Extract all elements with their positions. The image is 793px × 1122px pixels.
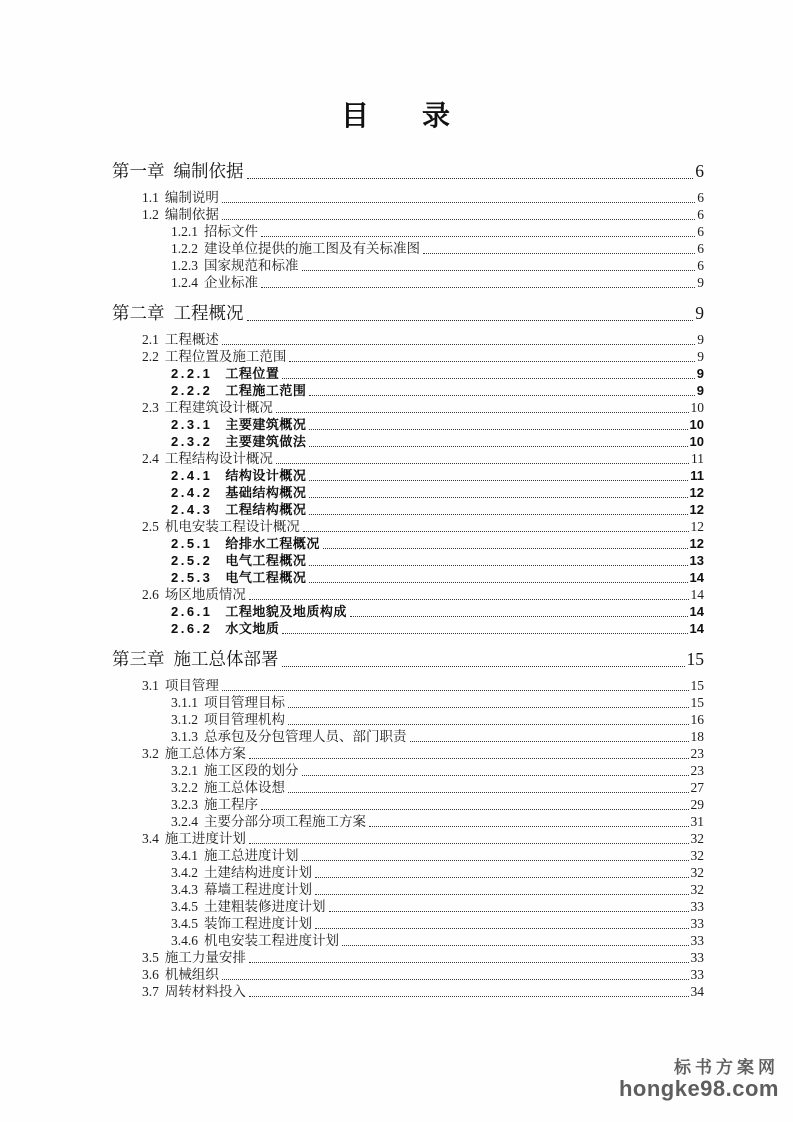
toc-entry-number: 3.7 xyxy=(142,984,159,999)
toc-entry-label: 主要分部分项工程施工方案 xyxy=(204,814,366,829)
dot-leader xyxy=(302,775,689,776)
toc-entry-number: 2.6.1 xyxy=(171,604,213,619)
toc-entry-number: 2.4.1 xyxy=(171,468,213,483)
dot-leader xyxy=(342,945,689,946)
toc-entry-page: 9 xyxy=(696,366,704,381)
toc-entry[interactable] xyxy=(112,274,704,291)
dot-leader xyxy=(315,894,689,895)
toc-entry-label: 幕墙工程进度计划 xyxy=(204,882,312,897)
toc-entry[interactable] xyxy=(112,949,704,966)
toc-entry-label: 机电安装工程进度计划 xyxy=(204,933,339,948)
toc-entry-number: 2.5.1 xyxy=(171,536,213,551)
toc-entry-number: 2.6 xyxy=(142,587,159,602)
toc-entry-label: 企业标准 xyxy=(204,275,258,290)
toc-entry[interactable] xyxy=(112,433,704,450)
toc-entry-label: 场区地质情况 xyxy=(164,587,246,602)
toc-entry[interactable] xyxy=(112,620,704,637)
toc-entry[interactable] xyxy=(112,501,704,518)
toc-entry-label: 施工总体方案 xyxy=(164,746,246,761)
toc-entry-number: 第三章 xyxy=(112,649,165,669)
toc-entry[interactable] xyxy=(112,257,704,274)
toc-entry-label: 项目管理目标 xyxy=(204,695,285,710)
toc-entry-label: 机械组织 xyxy=(164,967,219,982)
toc-entry-label: 工程建筑设计概况 xyxy=(164,400,273,415)
toc-entry-page: 31 xyxy=(690,814,704,829)
toc-entry-page: 15 xyxy=(686,649,704,669)
toc-entry-page: 6 xyxy=(697,241,704,256)
toc-entry-label: 工程概述 xyxy=(164,332,219,347)
toc-entry[interactable] xyxy=(112,813,704,830)
dot-leader xyxy=(303,531,689,532)
toc-entry-page: 27 xyxy=(690,780,704,795)
toc-list xyxy=(112,159,704,1000)
toc-entry-label: 国家规范和标准 xyxy=(204,258,299,273)
toc-entry-page: 32 xyxy=(690,848,704,863)
toc-entry-label: 工程施工范围 xyxy=(225,383,307,398)
toc-entry-label: 编制依据 xyxy=(173,161,244,181)
dot-leader xyxy=(410,741,689,742)
toc-entry-page: 13 xyxy=(689,553,704,568)
toc-entry-page: 14 xyxy=(689,621,704,636)
toc-entry[interactable] xyxy=(112,796,704,813)
dot-leader xyxy=(249,962,689,963)
toc-entry-number: 3.4 xyxy=(142,831,159,846)
watermark-site-name: 标书方案网 xyxy=(674,1058,779,1077)
page-title: 目 录 xyxy=(340,101,452,132)
dot-leader xyxy=(315,928,689,929)
toc-entry[interactable] xyxy=(112,711,704,728)
toc-entry[interactable] xyxy=(112,830,704,847)
dot-leader xyxy=(369,826,689,827)
toc-entry-label: 工程结构设计概况 xyxy=(164,451,273,466)
toc-entry-label: 水文地质 xyxy=(225,621,280,636)
toc-entry-page: 6 xyxy=(697,258,704,273)
toc-entry[interactable] xyxy=(112,864,704,881)
toc-entry-number: 2.6.2 xyxy=(171,621,213,636)
toc-entry-page: 10 xyxy=(690,400,704,415)
toc-entry-number: 2.4.3 xyxy=(171,502,213,517)
toc-entry-label: 施工力量安排 xyxy=(164,950,246,965)
dot-leader xyxy=(249,996,689,997)
toc-entry[interactable] xyxy=(112,331,704,348)
toc-entry-label: 机电安装工程设计概况 xyxy=(164,519,300,534)
toc-entry-label: 施工总体部署 xyxy=(173,649,279,669)
dot-leader xyxy=(276,463,689,464)
toc-entry[interactable] xyxy=(112,240,704,257)
dot-leader xyxy=(261,809,689,810)
toc-entry-page: 18 xyxy=(690,729,704,744)
dot-leader xyxy=(276,412,689,413)
toc-entry-label: 工程结构概况 xyxy=(225,502,307,517)
toc-entry-number: 3.2 xyxy=(142,746,159,761)
toc-entry-label: 工程位置及施工范围 xyxy=(164,349,287,364)
toc-entry-label: 电气工程概况 xyxy=(225,570,307,585)
dot-leader xyxy=(323,548,688,549)
toc-entry-label: 项目管理机构 xyxy=(204,712,285,727)
dot-leader xyxy=(282,633,687,634)
toc-entry[interactable] xyxy=(112,966,704,983)
dot-leader xyxy=(261,236,695,237)
toc-entry[interactable] xyxy=(112,206,704,223)
toc-entry-label: 工程地貌及地质构成 xyxy=(225,604,347,619)
dot-leader xyxy=(288,707,689,708)
toc-entry-number: 2.2 xyxy=(142,349,159,364)
toc-entry[interactable] xyxy=(112,603,704,620)
toc-entry-number: 3.4.1 xyxy=(171,848,198,863)
toc-entry[interactable] xyxy=(112,745,704,762)
toc-entry-page: 12 xyxy=(689,536,704,551)
dot-leader xyxy=(222,979,689,980)
toc-entry-label: 装饰工程进度计划 xyxy=(204,916,312,931)
toc-entry-label: 项目管理 xyxy=(164,678,219,693)
toc-entry[interactable] xyxy=(112,450,704,467)
toc-entry[interactable] xyxy=(112,779,704,796)
toc-entry-page: 14 xyxy=(690,587,704,602)
toc-entry-label: 给排水工程概况 xyxy=(225,536,320,551)
dot-leader xyxy=(309,480,688,481)
toc-entry-page: 32 xyxy=(690,831,704,846)
toc-entry[interactable] xyxy=(112,467,704,484)
watermark-domain: hongke98.com xyxy=(618,1076,779,1102)
toc-entry-number: 2.1 xyxy=(142,332,159,347)
dot-leader xyxy=(302,860,689,861)
toc-entry-page: 32 xyxy=(690,865,704,880)
toc-entry-number: 3.2.4 xyxy=(171,814,198,829)
toc-entry-number: 1.2.4 xyxy=(171,275,198,290)
dot-leader xyxy=(249,599,689,600)
toc-entry-page: 6 xyxy=(697,224,704,239)
dot-leader xyxy=(247,320,694,321)
toc-entry-number: 3.1.3 xyxy=(171,729,198,744)
toc-entry-number: 3.5 xyxy=(142,950,159,965)
dot-leader xyxy=(309,565,687,566)
toc-entry-page: 9 xyxy=(696,383,704,398)
dot-leader xyxy=(249,758,689,759)
toc-entry-number: 2.3 xyxy=(142,400,159,415)
dot-leader xyxy=(282,378,694,379)
toc-entry-page: 6 xyxy=(697,190,704,205)
toc-entry[interactable] xyxy=(112,365,704,382)
toc-entry-page: 14 xyxy=(689,604,704,619)
toc-entry-label: 基础结构概况 xyxy=(225,485,307,500)
toc-entry[interactable] xyxy=(112,416,704,433)
toc-entry[interactable] xyxy=(112,694,704,711)
toc-entry-number: 2.2.2 xyxy=(171,383,213,398)
toc-entry-page: 12 xyxy=(689,502,704,517)
toc-entry-number: 2.4 xyxy=(142,451,159,466)
dot-leader xyxy=(309,497,687,498)
dot-leader xyxy=(309,446,687,447)
toc-entry-number: 2.4.2 xyxy=(171,485,213,500)
toc-entry-page: 10 xyxy=(689,417,704,432)
toc-entry-number: 1.2.2 xyxy=(171,241,198,256)
toc-entry-number: 3.4.6 xyxy=(171,933,198,948)
toc-entry-page: 29 xyxy=(690,797,704,812)
toc-entry-label: 土建结构进度计划 xyxy=(204,865,312,880)
toc-entry-number: 2.3.1 xyxy=(171,417,213,432)
toc-entry-page: 23 xyxy=(690,746,704,761)
dot-leader xyxy=(288,792,689,793)
dot-leader xyxy=(247,178,694,179)
toc-entry-label: 施工程序 xyxy=(204,797,258,812)
toc-entry-page: 10 xyxy=(689,434,704,449)
toc-entry-page: 33 xyxy=(690,899,704,914)
toc-entry-number: 1.2.3 xyxy=(171,258,198,273)
toc-entry-number: 第二章 xyxy=(112,303,165,323)
dot-leader xyxy=(222,202,695,203)
dot-leader xyxy=(249,843,689,844)
toc-entry[interactable] xyxy=(112,223,704,240)
toc-entry[interactable] xyxy=(112,983,704,1000)
toc-entry-label: 施工总体设想 xyxy=(204,780,285,795)
dot-leader xyxy=(350,616,688,617)
toc-entry-page: 15 xyxy=(690,678,704,693)
toc-entry-label: 编制说明 xyxy=(164,190,219,205)
toc-entry-number: 3.4.5 xyxy=(171,916,198,931)
toc-entry-page: 6 xyxy=(695,161,704,181)
toc-entry-label: 结构设计概况 xyxy=(225,468,307,483)
toc-entry-number: 3.4.2 xyxy=(171,865,198,880)
toc-entry-number: 1.2 xyxy=(142,207,159,222)
toc-entry[interactable] xyxy=(112,898,704,915)
toc-entry-number: 2.5.3 xyxy=(171,570,213,585)
toc-entry[interactable] xyxy=(112,728,704,745)
toc-entry-number: 3.1.2 xyxy=(171,712,198,727)
toc-entry-page: 33 xyxy=(690,950,704,965)
site-watermark xyxy=(619,1058,779,1102)
toc-entry-label: 电气工程概况 xyxy=(225,553,307,568)
toc-entry-label: 总承包及分包管理人员、部门职责 xyxy=(204,729,407,744)
dot-leader xyxy=(261,287,695,288)
toc-entry-page: 12 xyxy=(690,519,704,534)
dot-leader xyxy=(222,219,695,220)
dot-leader xyxy=(289,361,695,362)
toc-entry-page: 12 xyxy=(689,485,704,500)
toc-entry[interactable] xyxy=(112,762,704,779)
toc-entry-number: 1.1 xyxy=(142,190,159,205)
toc-entry[interactable] xyxy=(112,647,704,671)
toc-entry-number: 3.2.2 xyxy=(171,780,198,795)
toc-entry-page: 14 xyxy=(689,570,704,585)
toc-entry-label: 工程位置 xyxy=(225,366,280,381)
toc-entry-number: 1.2.1 xyxy=(171,224,198,239)
toc-entry-page: 6 xyxy=(697,207,704,222)
dot-leader xyxy=(309,582,687,583)
dot-leader xyxy=(423,253,695,254)
toc-entry[interactable] xyxy=(112,399,704,416)
toc-entry-number: 3.4.5 xyxy=(171,899,198,914)
toc-entry[interactable] xyxy=(112,677,704,694)
toc-entry[interactable] xyxy=(112,518,704,535)
toc-entry-label: 主要建筑概况 xyxy=(225,417,307,432)
toc-entry-label: 施工总进度计划 xyxy=(204,848,299,863)
toc-entry-page: 11 xyxy=(691,451,704,466)
dot-leader xyxy=(309,395,694,396)
toc-entry-number: 3.1 xyxy=(142,678,159,693)
toc-entry-number: 3.6 xyxy=(142,967,159,982)
toc-entry-number: 2.2.1 xyxy=(171,366,213,381)
toc-entry[interactable] xyxy=(112,301,704,325)
toc-entry-page: 16 xyxy=(690,712,704,727)
toc-entry-page: 23 xyxy=(690,763,704,778)
toc-entry[interactable] xyxy=(112,586,704,603)
toc-entry[interactable] xyxy=(112,569,704,586)
dot-leader xyxy=(222,344,695,345)
toc-entry-label: 施工进度计划 xyxy=(164,831,246,846)
dot-leader xyxy=(282,666,685,667)
dot-leader xyxy=(222,690,689,691)
toc-entry-label: 施工区段的划分 xyxy=(204,763,299,778)
toc-entry-label: 土建粗装修进度计划 xyxy=(204,899,326,914)
toc-entry-page: 15 xyxy=(690,695,704,710)
toc-entry-label: 建设单位提供的施工图及有关标准图 xyxy=(204,241,420,256)
toc-entry-page: 33 xyxy=(690,916,704,931)
toc-entry[interactable] xyxy=(112,189,704,206)
toc-entry[interactable] xyxy=(112,552,704,569)
toc-entry-page: 9 xyxy=(697,332,704,347)
toc-entry-page: 34 xyxy=(690,984,704,999)
toc-entry[interactable] xyxy=(112,847,704,864)
toc-entry[interactable] xyxy=(112,881,704,898)
toc-entry-number: 3.2.3 xyxy=(171,797,198,812)
toc-entry[interactable] xyxy=(112,484,704,501)
toc-entry-page: 9 xyxy=(697,349,704,364)
toc-entry-page: 33 xyxy=(690,933,704,948)
toc-entry-page: 9 xyxy=(695,303,704,323)
dot-leader xyxy=(309,514,687,515)
toc-entry-label: 周转材料投入 xyxy=(164,984,246,999)
dot-leader xyxy=(288,724,689,725)
toc-entry-label: 编制依据 xyxy=(164,207,219,222)
toc-entry[interactable] xyxy=(112,159,704,183)
toc-entry-number: 3.1.1 xyxy=(171,695,198,710)
toc-entry-page: 11 xyxy=(690,468,704,483)
toc-entry[interactable] xyxy=(112,535,704,552)
toc-entry-label: 主要建筑做法 xyxy=(225,434,307,449)
toc-entry-label: 工程概况 xyxy=(173,303,244,323)
toc-entry-number: 2.5.2 xyxy=(171,553,213,568)
toc-entry-number: 2.5 xyxy=(142,519,159,534)
toc-entry-number: 2.3.2 xyxy=(171,434,213,449)
toc-entry-number: 3.4.3 xyxy=(171,882,198,897)
toc-entry[interactable] xyxy=(112,932,704,949)
toc-entry-label: 招标文件 xyxy=(204,224,258,239)
dot-leader xyxy=(309,429,687,430)
dot-leader xyxy=(329,911,689,912)
toc-entry-page: 33 xyxy=(690,967,704,982)
toc-entry[interactable] xyxy=(112,382,704,399)
toc-entry[interactable] xyxy=(112,348,704,365)
toc-entry[interactable] xyxy=(112,915,704,932)
dot-leader xyxy=(315,877,689,878)
toc-entry-number: 3.2.1 xyxy=(171,763,198,778)
toc-entry-number: 第一章 xyxy=(112,161,165,181)
toc-entry-page: 32 xyxy=(690,882,704,897)
dot-leader xyxy=(302,270,696,271)
toc-entry-page: 9 xyxy=(697,275,704,290)
